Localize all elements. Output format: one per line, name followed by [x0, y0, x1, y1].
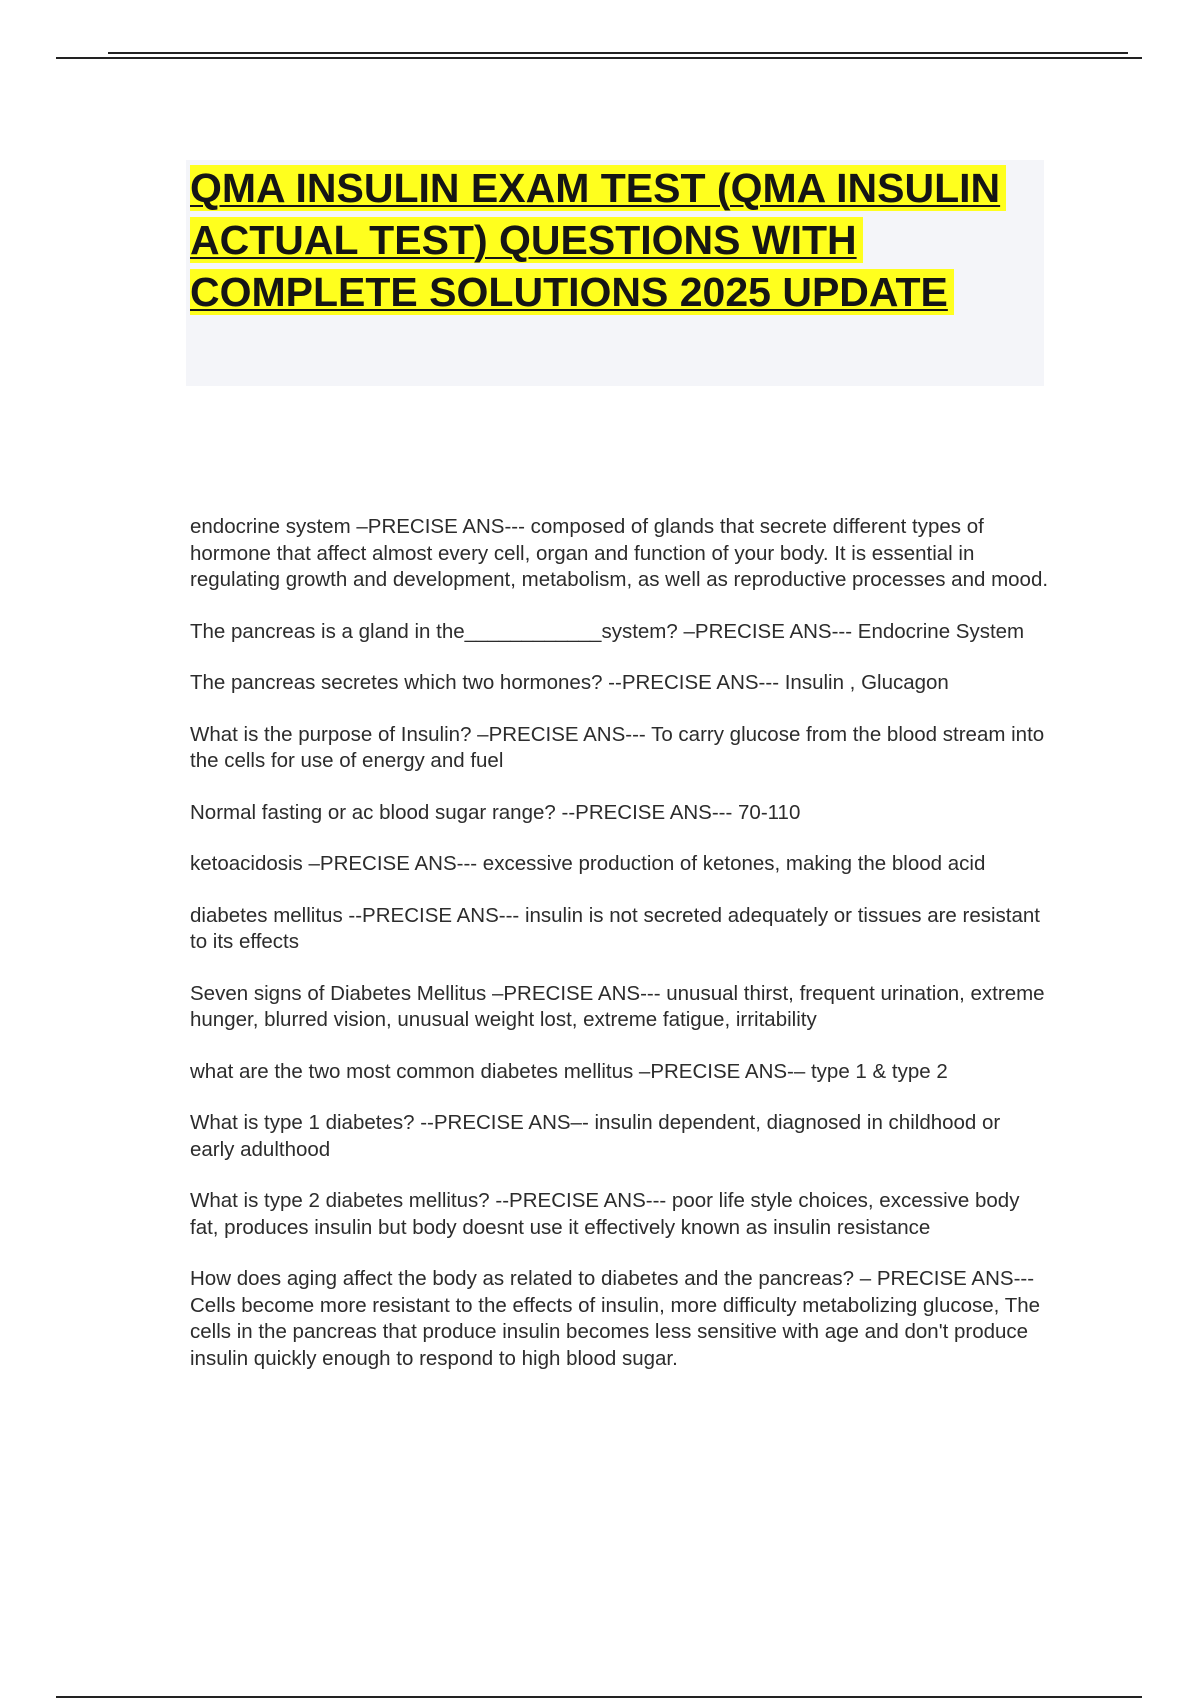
qa-item — [190, 800, 1050, 827]
qa-item — [190, 722, 1050, 775]
qa-item — [190, 619, 1050, 646]
question-text: ketoacidosis — [190, 852, 303, 875]
answer-text: – PRECISE ANS--- Cells become more resistant to the effects of insulin, more difficulty metabolizing glucose, The cells in the pancreas that produce insulin becomes less sensitive with age and don't produce insulin quickly enough to respond to high blood sugar. — [190, 1267, 1041, 1370]
answer-text: –PRECISE ANS--- unusual thirst, frequent urination, extreme hunger, blurred vision, unusual weight lost, extreme fatigue, irritability — [190, 981, 1045, 1031]
footer-rule — [56, 1696, 1142, 1698]
document-title-text: QMA INSULIN EXAM TEST (QMA INSULIN ACTUAL TEST) QUESTIONS WITH COMPLETE SOLUTIONS 2025 UPDATE — [190, 165, 1006, 315]
answer-text: –PRECISE ANS--- composed of glands that secrete different types of hormone that affect almost every cell, organ and function of your body. It is essential in regulating growth and development, metabolism, as well as reproductive processes and mood. — [190, 515, 1049, 591]
answer-text: --PRECISE ANS–- insulin dependent, diagnosed in childhood or early adulthood — [190, 1111, 1001, 1161]
qa-item — [190, 514, 1050, 594]
answer-text: --PRECISE ANS--- insulin is not secreted adequately or tissues are resistant to its effects — [190, 903, 1040, 953]
question-text: What is type 2 diabetes mellitus? — [190, 1189, 490, 1212]
answer-text: --PRECISE ANS--- 70-110 — [555, 800, 801, 824]
qa-item — [190, 1188, 1050, 1241]
answer-text: --PRECISE ANS--- Insulin , Glucagon — [602, 671, 949, 694]
answer-text: --PRECISE ANS--- poor life style choices, excessive body fat, produces insulin but body doesnt use it effectively known as insulin resistance — [190, 1189, 1020, 1239]
question-text: Seven signs of Diabetes Mellitus — [190, 981, 487, 1005]
question-text: How does aging affect the body as related to diabetes and the pancreas? — [190, 1267, 855, 1290]
answer-text: –PRECISE ANS-– type 1 & type 2 — [633, 1059, 948, 1083]
question-text: Normal fasting or ac blood sugar range? — [190, 800, 556, 824]
answer-text: –PRECISE ANS--- To carry glucose from the blood stream into the cells for use of energy and fuel — [190, 722, 1045, 772]
qa-item — [190, 670, 1050, 697]
question-text: endocrine system — [190, 515, 351, 538]
qa-item — [190, 1266, 1050, 1372]
question-text: The pancreas is a gland in the____________system? — [190, 619, 678, 643]
qa-item — [190, 981, 1050, 1034]
document-title — [190, 162, 1040, 318]
question-text: What is type 1 diabetes? — [190, 1111, 415, 1134]
question-text: what are the two most common diabetes mellitus — [190, 1059, 634, 1083]
question-text: What is the purpose of Insulin? — [190, 722, 472, 746]
qa-item — [190, 1059, 1050, 1086]
qa-item — [190, 1110, 1050, 1163]
qa-item — [190, 851, 1050, 878]
answer-text: –PRECISE ANS--- Endocrine System — [677, 619, 1025, 643]
header-rule-bottom — [56, 57, 1142, 59]
qa-item — [190, 903, 1050, 956]
header-rule-top — [108, 52, 1128, 54]
qa-list — [190, 514, 1050, 1397]
question-text: diabetes mellitus — [190, 903, 343, 927]
question-text: The pancreas secretes which two hormones? — [190, 671, 603, 694]
answer-text: –PRECISE ANS--- excessive production of ketones, making the blood acid — [302, 852, 986, 875]
